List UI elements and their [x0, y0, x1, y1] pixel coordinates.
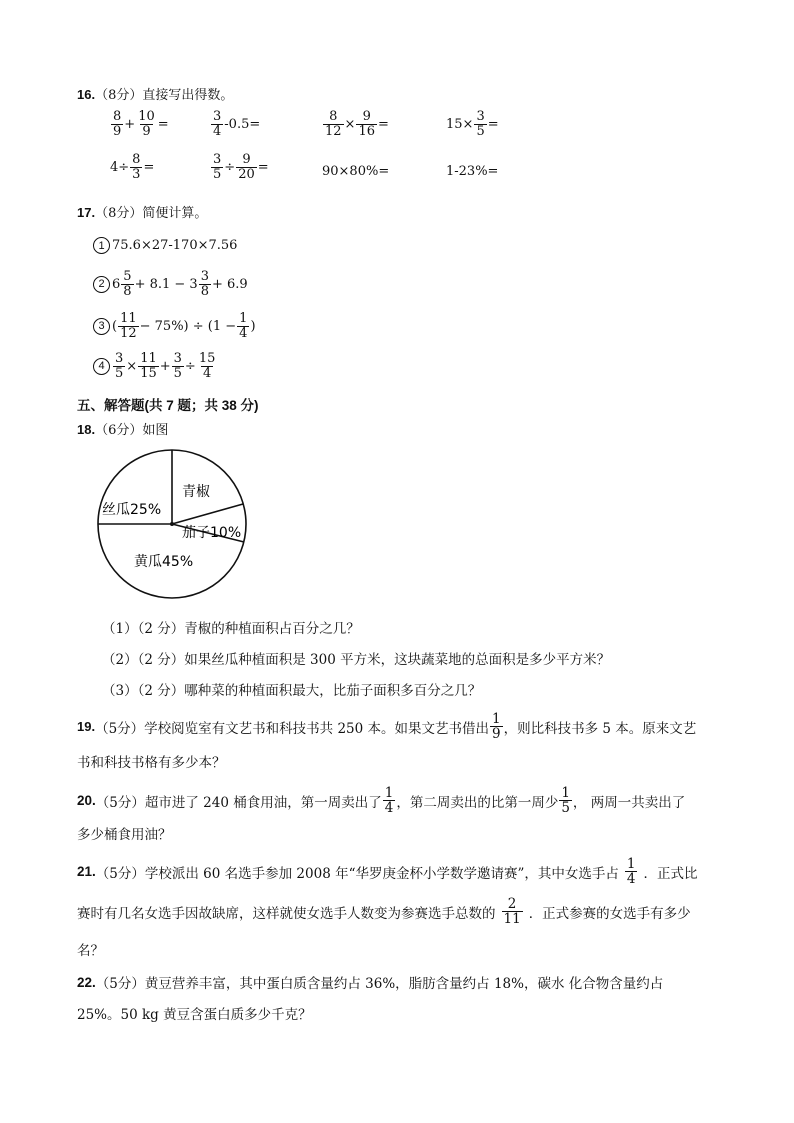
- q19-line-2: 书和科技书格有多少本？: [77, 755, 226, 771]
- numerator: 1: [561, 785, 570, 801]
- q20-text-2: ，第二周卖出的比第一周少: [396, 794, 559, 811]
- q16-header: [77, 84, 233, 103]
- q21-line-1: [77, 857, 697, 886]
- expression-tail: + 6.9: [211, 276, 248, 292]
- q21-text-2: ．正式比: [643, 865, 698, 882]
- q21-line-3: 名？: [77, 943, 104, 959]
- denominator: 5: [476, 123, 485, 139]
- paren-open: (: [112, 318, 118, 334]
- denominator: 5: [173, 365, 182, 381]
- denominator: 5: [213, 166, 222, 182]
- numerator: 1: [239, 311, 248, 326]
- q16-item-f: [210, 153, 269, 181]
- q17-score: （8分）: [95, 206, 143, 221]
- paren-close: ): [250, 318, 256, 334]
- pie-label-qiezi: 茄子10%: [182, 525, 242, 541]
- q19-text-1: 学校阅览室有文艺书和科技书共 250 本。如果文艺书借出: [144, 720, 490, 737]
- denominator: 4: [202, 365, 212, 381]
- pie-center: [170, 522, 174, 526]
- numerator: 5: [123, 269, 132, 284]
- operator: +: [124, 116, 136, 132]
- q20-line-2: 多少桶食用油？: [77, 827, 172, 843]
- numerator: 3: [213, 152, 222, 167]
- q16-number: 16.: [77, 87, 96, 102]
- numerator: 11: [140, 351, 157, 366]
- q18-score: （6分）: [95, 423, 143, 438]
- q18-prompt: 如图: [142, 423, 169, 438]
- q21-text-3: 赛时有几名女选手因故缺席，这样就使女选手人数变为参赛选手总数的: [77, 905, 496, 922]
- numerator: 3: [200, 269, 209, 284]
- q20-text-1: 超市进了 240 桶食用油，第一周卖出了: [144, 794, 382, 811]
- q22-line-1: [77, 972, 663, 992]
- expression-middle: + 8.1 − 3: [134, 276, 198, 292]
- q17-expression-3: [93, 312, 256, 340]
- denominator: 12: [325, 123, 342, 139]
- numerator: 8: [132, 152, 141, 167]
- denominator: 5: [115, 365, 124, 381]
- fraction: [559, 786, 572, 815]
- numerator: 1: [626, 856, 636, 872]
- equals: =: [157, 116, 169, 132]
- q20-score: （5分）: [95, 794, 145, 811]
- fraction: [197, 352, 218, 380]
- equals: =: [257, 159, 269, 175]
- fraction: [323, 110, 344, 138]
- fraction: [356, 110, 377, 138]
- q21-line-2: [77, 897, 691, 926]
- numerator: 9: [242, 152, 251, 167]
- expression: 75.6×27-170×7.56: [112, 238, 238, 253]
- q16-item-h: 1-23%=: [446, 164, 499, 179]
- circled-number: 1: [93, 237, 110, 254]
- fraction: [121, 270, 133, 298]
- q22-text-1: 黄豆营养丰富，其中蛋白质含量约占 36%，脂肪含量约占 18%，碳水 化合物含量约占: [144, 976, 664, 992]
- pie-label-huanggua: 黄瓜45%: [134, 554, 194, 570]
- operator: ÷: [224, 159, 236, 175]
- fraction: [111, 110, 123, 138]
- q20-text-3: ， 两周一共卖出了: [572, 794, 686, 811]
- numerator: 10: [138, 109, 155, 124]
- q20-number: 20.: [77, 793, 96, 809]
- q18-number: 18.: [77, 422, 96, 437]
- equals: =: [143, 159, 155, 175]
- expression-tail: -0.5=: [224, 116, 261, 132]
- q16-item-e: [110, 153, 154, 181]
- numerator: 15: [198, 351, 216, 366]
- denominator: 11: [503, 911, 521, 928]
- denominator: 8: [200, 283, 209, 299]
- fraction: [130, 153, 142, 181]
- q17-prompt: 简便计算。: [142, 206, 208, 221]
- denominator: 9: [492, 726, 501, 743]
- operator: ×: [126, 358, 138, 374]
- fraction: [136, 110, 157, 138]
- equals: =: [487, 116, 499, 132]
- pie-label-qingjiao: 青椒: [182, 484, 210, 500]
- fraction: [383, 786, 396, 815]
- q16-prompt: 直接写出得数。: [142, 88, 234, 103]
- denominator: 4: [213, 123, 222, 139]
- whole-part: 6: [112, 276, 121, 292]
- denominator: 4: [626, 871, 636, 888]
- q19-text-2: ，则比科技书多 5 本。原来文艺: [503, 720, 697, 737]
- q16-score: （8分）: [95, 88, 143, 103]
- q21-number: 21.: [77, 864, 96, 880]
- denominator: 3: [132, 166, 141, 182]
- fraction: [138, 352, 159, 380]
- denominator: 9: [113, 123, 122, 139]
- denominator: 9: [142, 123, 151, 139]
- operator: +: [159, 358, 171, 374]
- numerator: 3: [476, 109, 485, 124]
- denominator: 4: [239, 325, 248, 341]
- q19-number: 19.: [77, 719, 96, 735]
- fraction: [625, 857, 638, 886]
- q22-number: 22.: [77, 974, 96, 990]
- numerator: 8: [113, 109, 122, 124]
- numerator: 3: [173, 351, 182, 366]
- fraction: [172, 352, 184, 380]
- pie-chart: [90, 446, 260, 606]
- numerator: 9: [362, 109, 371, 124]
- numerator: 1: [384, 785, 394, 801]
- operator: ×: [344, 116, 356, 132]
- numerator: 3: [115, 351, 124, 366]
- denominator: 8: [123, 283, 132, 299]
- expression-middle: − 75%) ÷ (1 −: [139, 318, 237, 334]
- numerator: 3: [213, 109, 222, 124]
- q22-line-2: 25%。50 kg 黄豆含蛋白质多少千克？: [77, 1007, 312, 1023]
- fraction: [113, 352, 125, 380]
- q17-expression-1: [93, 237, 237, 254]
- denominator: 15: [140, 365, 157, 381]
- fraction: [502, 897, 523, 926]
- fraction: [490, 712, 503, 741]
- q17-header: [77, 202, 207, 221]
- q16-item-b: [210, 110, 260, 138]
- q19-score: （5分）: [95, 720, 145, 737]
- section-title: 五、解答题(共 7 题；共 38 分): [77, 398, 259, 413]
- q20-line-1: [77, 786, 685, 815]
- q18-sub-3: （3）（2 分）哪种菜的种植面积最大，比茄子面积多百分之几？: [102, 683, 482, 699]
- circled-number: 2: [93, 276, 110, 293]
- q16-item-a: [110, 110, 169, 138]
- operator: ÷: [184, 358, 196, 374]
- q18-sub-1: （1）（2 分）青椒的种植面积占百分之几？: [102, 621, 360, 637]
- fraction: [236, 153, 257, 181]
- fraction: [237, 312, 249, 340]
- denominator: 12: [120, 325, 137, 341]
- denominator: 16: [358, 123, 375, 139]
- equals: =: [378, 116, 389, 132]
- denominator: 5: [561, 800, 570, 817]
- fraction: [199, 270, 211, 298]
- q17-expression-2: [93, 270, 248, 298]
- q22-score: （5分）: [95, 976, 145, 992]
- expression-head: 15×: [446, 116, 474, 132]
- pie-label-sigua: 丝瓜25%: [102, 502, 162, 518]
- fraction: [474, 110, 486, 138]
- fraction: [211, 110, 223, 138]
- denominator: 20: [238, 166, 255, 182]
- q18-sub-2: （2）（2 分）如果丝瓜种植面积是 300 平方米，这块蔬菜地的总面积是多少平方米？: [102, 652, 611, 668]
- numerator: 2: [507, 896, 517, 912]
- fraction: [118, 312, 139, 340]
- q16-item-d: [446, 110, 499, 138]
- q17-expression-4: [93, 352, 218, 380]
- q21-text-4: ．正式参赛的女选手有多少: [528, 905, 691, 922]
- q18-header: [77, 419, 168, 438]
- numerator: 1: [492, 711, 501, 727]
- circled-number: 4: [93, 358, 110, 375]
- q16-item-c: [322, 110, 389, 138]
- q17-number: 17.: [77, 205, 96, 220]
- q21-score: （5分）: [95, 865, 145, 882]
- circled-number: 3: [93, 318, 110, 335]
- expression-head: 4÷: [110, 159, 130, 175]
- numerator: 11: [120, 311, 137, 326]
- q19-line-1: [77, 712, 696, 741]
- q16-item-g: 90×80%=: [322, 164, 390, 179]
- q21-text-1: 学校派出 60 名选手参加 2008 年“华罗庚金杯小学数学邀请赛”，其中女选手占: [144, 865, 619, 882]
- denominator: 4: [384, 800, 394, 817]
- fraction: [211, 153, 223, 181]
- numerator: 8: [329, 109, 338, 124]
